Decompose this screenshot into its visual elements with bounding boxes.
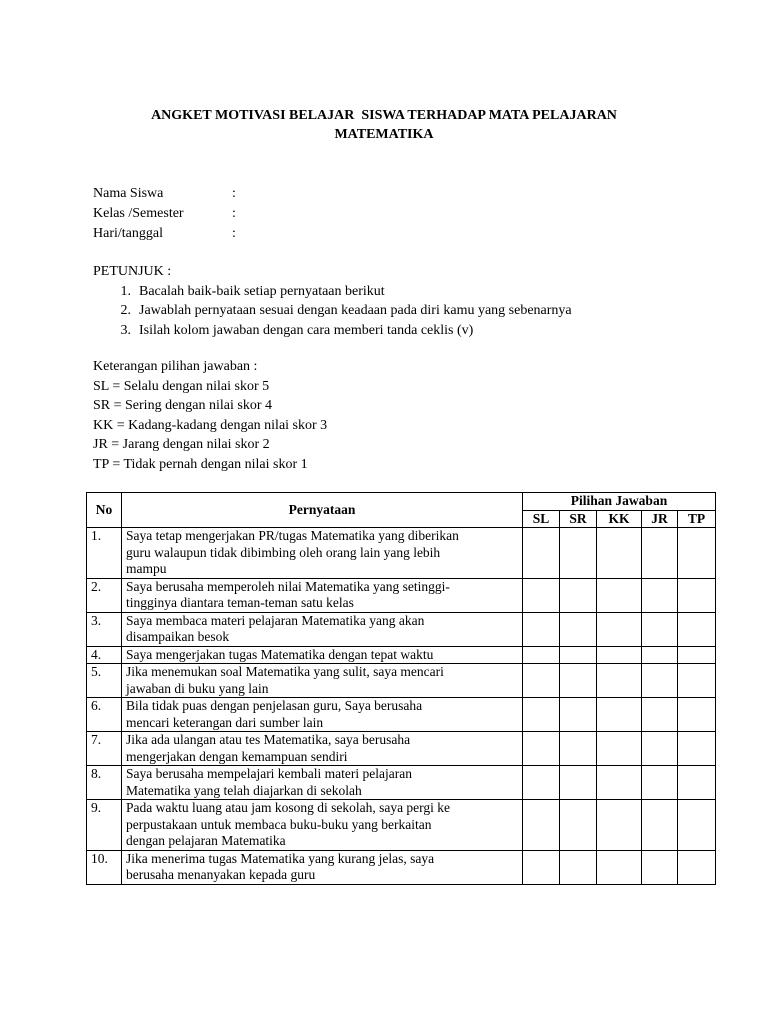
statement-line: Jika ada ulangan atau tes Matematika, saya berusaha — [126, 732, 411, 747]
header-no: No — [87, 493, 122, 528]
instruction-number: 3. — [120, 322, 131, 338]
answer-cell-sr[interactable] — [560, 850, 597, 884]
statement-line: Jika menerima tugas Matematika yang kurang jelas, saya — [126, 850, 435, 866]
answer-cell-jr[interactable] — [642, 800, 678, 851]
row-statement — [122, 646, 523, 664]
field-label: Hari/tanggal — [93, 226, 163, 241]
instruction-text: Isilah kolom jawaban dengan cara memberi tanda ceklis (v) — [139, 322, 474, 338]
answer-cell-jr[interactable] — [642, 732, 678, 766]
row-statement — [122, 850, 523, 884]
statement-line: perpustakaan untuk membaca buku-buku yang berkaitan — [126, 816, 432, 832]
instruction-number: 2. — [120, 303, 131, 318]
row-number: 2. — [87, 578, 122, 612]
answer-cell-tp[interactable] — [678, 612, 716, 646]
legend-item: KK = Kadang-kadang dengan nilai skor 3 — [93, 417, 328, 433]
answer-cell-kk[interactable] — [597, 528, 642, 579]
answer-cell-tp[interactable] — [678, 800, 716, 851]
answer-cell-jr[interactable] — [642, 664, 678, 698]
instruction-number: 1. — [120, 283, 131, 299]
answer-cell-jr[interactable] — [642, 612, 678, 646]
field-label: Kelas /Semester — [93, 206, 184, 221]
header-choices: Pilihan Jawaban — [523, 493, 716, 511]
row-number: 4. — [87, 646, 122, 664]
row-statement — [122, 732, 523, 766]
answer-cell-sl[interactable] — [523, 528, 560, 579]
header-statement: Pernyataan — [122, 493, 523, 528]
answer-cell-jr[interactable] — [642, 850, 678, 884]
answer-cell-kk[interactable] — [597, 800, 642, 851]
table-row — [87, 850, 716, 884]
answer-cell-sr[interactable] — [560, 528, 597, 579]
legend-item: TP = Tidak pernah dengan nilai skor 1 — [93, 456, 308, 472]
answer-cell-tp[interactable] — [678, 766, 716, 800]
statement-line: mampu — [126, 561, 167, 576]
legend-item: SL = Selalu dengan nilai skor 5 — [93, 378, 270, 394]
answer-cell-tp[interactable] — [678, 664, 716, 698]
statement-line: berusaha menanyakan kepada guru — [126, 867, 316, 882]
statement-line: mengerjakan dengan kemampuan sendiri — [126, 748, 348, 764]
answer-cell-sl[interactable] — [523, 698, 560, 732]
row-statement — [122, 528, 523, 579]
statement-line: Jika menemukan soal Matematika yang sulit, saya mencari — [126, 664, 444, 679]
statement-line: mencari keterangan dari sumber lain — [126, 714, 324, 730]
statement-line: Saya membaca materi pelajaran Matematika yang akan — [126, 612, 425, 628]
answer-cell-sl[interactable] — [523, 800, 560, 851]
answer-cell-jr[interactable] — [642, 578, 678, 612]
table-row — [87, 766, 716, 800]
answer-cell-sr[interactable] — [560, 800, 597, 851]
table-body — [87, 528, 716, 885]
row-statement — [122, 664, 523, 698]
header-option-tp: TP — [678, 510, 716, 528]
row-statement — [122, 698, 523, 732]
answer-cell-sl[interactable] — [523, 732, 560, 766]
statement-line: Matematika yang telah diajarkan di sekolah — [126, 782, 362, 798]
answer-cell-sl[interactable] — [523, 664, 560, 698]
answer-cell-tp[interactable] — [678, 850, 716, 884]
field-separator: : — [232, 186, 236, 201]
header-option-sr: SR — [560, 510, 597, 528]
answer-cell-jr[interactable] — [642, 646, 678, 664]
row-number: 6. — [87, 698, 122, 732]
statement-line: Bila tidak puas dengan penjelasan guru, Saya berusaha — [126, 698, 423, 713]
field-separator: : — [232, 226, 236, 241]
answer-cell-sl[interactable] — [523, 612, 560, 646]
row-statement — [122, 800, 523, 851]
answer-cell-tp[interactable] — [678, 646, 716, 664]
answer-cell-sl[interactable] — [523, 578, 560, 612]
row-number: 8. — [87, 766, 122, 800]
title-line-1: ANGKET MOTIVASI BELAJAR SISWA TERHADAP MATA PELAJARAN — [151, 108, 617, 123]
table-row — [87, 646, 716, 664]
statement-line: Saya mengerjakan tugas Matematika dengan tepat waktu — [126, 646, 434, 662]
header-option-jr: JR — [642, 510, 678, 528]
answer-cell-jr[interactable] — [642, 698, 678, 732]
statement-line: jawaban di buku yang lain — [126, 680, 269, 696]
answer-cell-tp[interactable] — [678, 528, 716, 579]
answer-cell-kk[interactable] — [597, 578, 642, 612]
title-line-2: MATEMATIKA — [334, 127, 434, 142]
answer-cell-sl[interactable] — [523, 766, 560, 800]
answer-cell-sr[interactable] — [560, 664, 597, 698]
answer-cell-kk[interactable] — [597, 646, 642, 664]
instruction-text: Bacalah baik-baik setiap pernyataan berikut — [139, 283, 385, 299]
answer-cell-kk[interactable] — [597, 732, 642, 766]
legend-item: SR = Sering dengan nilai skor 4 — [93, 398, 272, 413]
table-row — [87, 612, 716, 646]
row-number: 10. — [87, 850, 122, 884]
answer-cell-kk[interactable] — [597, 766, 642, 800]
statement-line: Pada waktu luang atau jam kosong di sekolah, saya pergi ke — [126, 800, 451, 815]
statement-line: tingginya diantara teman-teman satu kelas — [126, 595, 354, 610]
row-number: 7. — [87, 732, 122, 766]
answer-cell-jr[interactable] — [642, 766, 678, 800]
row-number: 5. — [87, 664, 122, 698]
statement-line: Saya berusaha memperoleh nilai Matematika yang setinggi- — [126, 578, 450, 594]
legend-heading: Keterangan pilihan jawaban : — [93, 359, 258, 374]
answer-cell-kk[interactable] — [597, 850, 642, 884]
instruction-text: Jawablah pernyataan sesuai dengan keadaan pada diri kamu yang sebenarnya — [139, 303, 572, 318]
instructions-section — [93, 262, 572, 340]
instructions-heading: PETUNJUK : — [93, 264, 172, 279]
table-header — [87, 493, 716, 528]
answer-cell-sl[interactable] — [523, 850, 560, 884]
header-option-kk: KK — [597, 510, 642, 528]
answer-cell-tp[interactable] — [678, 732, 716, 766]
answer-cell-kk[interactable] — [597, 698, 642, 732]
instruction-item — [93, 282, 572, 302]
field-nama-siswa — [93, 184, 236, 204]
table-row — [87, 800, 716, 851]
answer-cell-sr[interactable] — [560, 646, 597, 664]
answer-cell-sr[interactable] — [560, 732, 597, 766]
answer-cell-sr[interactable] — [560, 766, 597, 800]
field-label: Nama Siswa — [93, 186, 164, 201]
answer-cell-sr[interactable] — [560, 698, 597, 732]
field-kelas-semester — [93, 204, 236, 224]
field-separator: : — [232, 206, 236, 221]
statement-line: dengan pelajaran Matematika — [126, 833, 286, 848]
answer-cell-tp[interactable] — [678, 698, 716, 732]
answer-cell-jr[interactable] — [642, 528, 678, 579]
legend-item: JR = Jarang dengan nilai skor 2 — [93, 437, 270, 452]
row-number: 9. — [87, 800, 122, 851]
answer-cell-sl[interactable] — [523, 646, 560, 664]
row-number: 1. — [87, 528, 122, 579]
answer-cell-kk[interactable] — [597, 664, 642, 698]
row-statement — [122, 612, 523, 646]
row-statement — [122, 766, 523, 800]
student-info-fields — [93, 184, 236, 244]
table-row — [87, 732, 716, 766]
statement-line: Saya tetap mengerjakan PR/tugas Matematika yang diberikan — [126, 528, 459, 543]
row-statement — [122, 578, 523, 612]
statement-line: guru walaupun tidak dibimbing oleh orang lain yang lebih — [126, 544, 441, 560]
answer-cell-sr[interactable] — [560, 578, 597, 612]
table-row — [87, 578, 716, 612]
instruction-item — [93, 301, 572, 321]
table-row — [87, 664, 716, 698]
answer-legend — [93, 357, 327, 474]
document-title — [60, 106, 708, 144]
row-number: 3. — [87, 612, 122, 646]
field-hari-tanggal — [93, 224, 236, 244]
answer-cell-tp[interactable] — [678, 578, 716, 612]
answer-cell-kk[interactable] — [597, 612, 642, 646]
statement-line: disampaikan besok — [126, 629, 230, 644]
questionnaire-table — [86, 492, 716, 885]
table-row — [87, 528, 716, 579]
statement-line: Saya berusaha mempelajari kembali materi pelajaran — [126, 766, 412, 781]
answer-cell-sr[interactable] — [560, 612, 597, 646]
table-row — [87, 698, 716, 732]
header-option-sl: SL — [523, 510, 560, 528]
instructions-list — [93, 282, 572, 341]
instruction-item — [93, 321, 572, 341]
